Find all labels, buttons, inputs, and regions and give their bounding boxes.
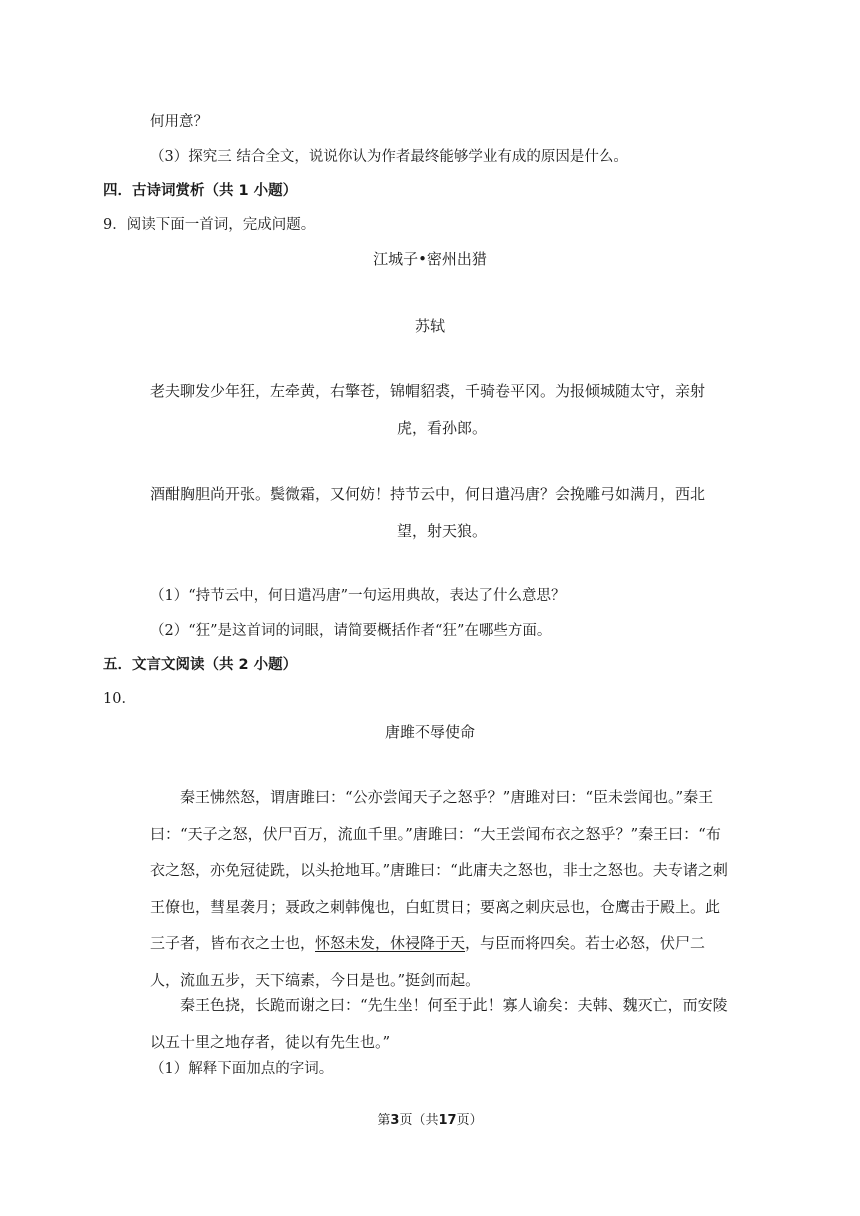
footer-middle: 页（共 — [399, 1113, 439, 1128]
footer-prefix: 第 — [377, 1113, 391, 1128]
passage-paragraph-2: 秦王色挠，长跪而谢之曰：“先生坐！何至于此！寡人谕矣：夫韩、魏灭亡，而安陵以五十里之地存者，徒以有先生也。” — [150, 996, 728, 1051]
poem-stanza-1: 老夫聊发少年狂，左牵黄，右擎苍，锦帽貂裘，千骑卷平冈。为报倾城随太守，亲射虎，看孙郎。 — [150, 382, 706, 437]
question-8-part-3: （3）探究三 结合全文，说说你认为作者最终能够学业有成的原因是什么。 — [150, 149, 628, 165]
poem-author: 苏轼 — [414, 317, 445, 335]
page-number: 3 — [390, 1113, 400, 1128]
total-pages: 17 — [438, 1113, 457, 1128]
footer-suffix: 页） — [456, 1113, 483, 1128]
question-9-part-1: （1）“持节云中，何日遣冯唐”一句运用典故，表达了什么意思？ — [150, 588, 566, 604]
passage-paragraph-1 — [150, 779, 734, 998]
page-footer — [0, 1109, 860, 1128]
passage-paragraph-1-text: 秦王怫然怒，谓唐雎曰：“公亦尝闻天子之怒乎？”唐雎对曰：“臣未尝闻也。”秦王曰：“天子之怒，伏尸百万，流血千里。”唐雎曰：“大王尝闻布衣之怒乎？”秦王曰：“布衣之怒，亦免冠徒跣，以头抢地耳。”唐雎曰：“此庸夫之怒也，非士之怒也。夫专诸之刺王僚也，彗星袭月；聂政之刺韩傀也，白虹贯日；要离之刺庆忌也，仓鹰击于殿上。此三子者，皆布衣之士也， — [150, 788, 728, 952]
section-heading-classical-poetry: 四．古诗词赏析（共 1 小题） — [103, 183, 298, 199]
section-heading-classical-prose: 五．文言文阅读（共 2 小题） — [103, 657, 298, 673]
underlined-phrase: 怀怒未发，休祲降于天 — [315, 934, 466, 952]
question-8-continuation: 何用意？ — [150, 114, 208, 130]
question-10-number: 10． — [103, 691, 136, 707]
passage-title: 唐雎不辱使命 — [384, 723, 475, 741]
question-9-instruction: 9．阅读下面一首词，完成问题。 — [103, 217, 316, 233]
poem-stanza-2: 酒酣胸胆尚开张。鬓微霜，又何妨！持节云中，何日遣冯唐？会挽雕弓如满月，西北望，射天狼。 — [150, 485, 706, 540]
question-10-part-1: （1）解释下面加点的字词。 — [150, 1061, 334, 1077]
question-9-part-2: （2）“狂”是这首词的词眼，请简要概括作者“狂”在哪些方面。 — [150, 623, 552, 639]
poem-title: 江城子•密州出猎 — [373, 250, 487, 268]
passage-paragraph-1-text-end: ，与臣而将四矣。若士必怒，伏尸二人，流血五步，天下缟素，今日是也。”挺剑而起。 — [150, 934, 706, 989]
